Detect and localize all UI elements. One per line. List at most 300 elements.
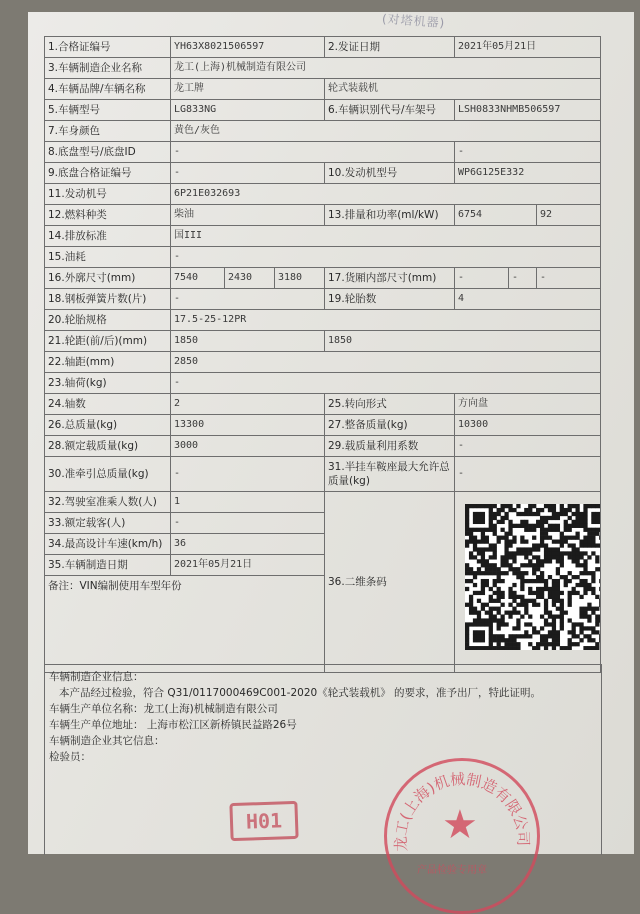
- qr-module: [591, 611, 595, 615]
- qr-module: [556, 555, 560, 559]
- qr-module: [536, 630, 540, 634]
- qr-module: [528, 591, 532, 595]
- qr-module: [575, 524, 579, 528]
- qr-module: [497, 595, 501, 599]
- qr-module: [508, 555, 512, 559]
- qr-module: [512, 567, 516, 571]
- qr-module: [560, 618, 564, 622]
- qr-module: [477, 516, 481, 520]
- qr-module: [497, 638, 501, 642]
- qr-module: [568, 638, 572, 642]
- qr-module: [512, 595, 516, 599]
- qr-module: [501, 555, 505, 559]
- qr-module: [583, 591, 587, 595]
- qr-module: [512, 571, 516, 575]
- qr-module: [469, 551, 473, 555]
- qr-module: [489, 516, 493, 520]
- company-seal: [384, 758, 540, 914]
- qr-module: [473, 520, 477, 524]
- qr-module: [568, 536, 572, 540]
- field-value: 92: [537, 205, 601, 226]
- qr-module: [575, 504, 579, 508]
- field-label: 24.轴数: [45, 394, 171, 415]
- qr-module: [564, 520, 568, 524]
- qr-module: [575, 583, 579, 587]
- field-label: 8.底盘型号/底盘ID: [45, 142, 171, 163]
- qr-module: [489, 547, 493, 551]
- qr-module: [583, 587, 587, 591]
- qr-module: [477, 559, 481, 563]
- qr-module: [548, 611, 552, 615]
- field-value: 36: [171, 534, 325, 555]
- qr-module: [501, 638, 505, 642]
- qr-module: [528, 524, 532, 528]
- qr-module: [595, 559, 599, 563]
- qr-module: [564, 646, 568, 650]
- qr-module: [504, 642, 508, 646]
- qr-module: [599, 528, 600, 532]
- qr-module: [568, 630, 572, 634]
- field-value: 3180: [275, 268, 325, 289]
- qr-module: [520, 536, 524, 540]
- qr-module: [568, 524, 572, 528]
- qr-module: [481, 532, 485, 536]
- qr-module: [489, 508, 493, 512]
- qr-module: [591, 626, 595, 630]
- qr-module: [493, 567, 497, 571]
- qr-module: [512, 551, 516, 555]
- qr-module: [528, 622, 532, 626]
- qr-module: [591, 516, 595, 520]
- qr-module: [587, 626, 591, 630]
- qr-module: [544, 559, 548, 563]
- field-value: -: [455, 436, 601, 457]
- qr-module: [512, 599, 516, 603]
- qr-module: [548, 587, 552, 591]
- qr-module: [501, 559, 505, 563]
- qr-module: [508, 540, 512, 544]
- qr-module: [591, 543, 595, 547]
- table-row: [45, 184, 601, 205]
- field-value: WP6G125E332: [455, 163, 601, 184]
- qr-module: [540, 508, 544, 512]
- qr-module: [481, 528, 485, 532]
- qr-module: [548, 622, 552, 626]
- qr-module: [564, 583, 568, 587]
- qr-module: [469, 622, 473, 626]
- qr-module: [544, 516, 548, 520]
- qr-module: [575, 622, 579, 626]
- qr-module: [469, 571, 473, 575]
- field-value: 6754: [455, 205, 537, 226]
- qr-module: [469, 567, 473, 571]
- field-label: 28.额定载质量(kg): [45, 436, 171, 457]
- qr-module: [497, 634, 501, 638]
- qr-module: [508, 611, 512, 615]
- field-value: -: [171, 457, 325, 492]
- qr-module: [524, 599, 528, 603]
- qr-module: [579, 595, 583, 599]
- qr-module: [501, 634, 505, 638]
- qr-module: [481, 520, 485, 524]
- qr-module: [481, 638, 485, 642]
- qr-module: [536, 646, 540, 650]
- qr-module: [568, 595, 572, 599]
- field-value: 轮式装载机: [325, 79, 601, 100]
- qr-module: [572, 630, 576, 634]
- qr-module: [481, 646, 485, 650]
- qr-module: [564, 536, 568, 540]
- field-value: -: [171, 247, 601, 268]
- qr-module: [489, 599, 493, 603]
- qr-module: [493, 646, 497, 650]
- qr-module: [583, 520, 587, 524]
- qr-module: [465, 603, 469, 607]
- qr-module: [595, 614, 599, 618]
- qr-module: [481, 516, 485, 520]
- qr-module: [516, 504, 520, 508]
- qr-module: [481, 622, 485, 626]
- qr-module: [481, 587, 485, 591]
- qr-module: [552, 587, 556, 591]
- qr-module: [504, 547, 508, 551]
- qr-module: [501, 536, 505, 540]
- qr-module: [587, 614, 591, 618]
- qr-module: [489, 595, 493, 599]
- qr-module: [473, 571, 477, 575]
- qr-module: [587, 528, 591, 532]
- field-value: -: [455, 457, 601, 492]
- qr-module: [548, 536, 552, 540]
- qr-module: [465, 532, 469, 536]
- field-value: 3000: [171, 436, 325, 457]
- qr-module: [544, 642, 548, 646]
- qr-module: [512, 559, 516, 563]
- qr-module: [552, 634, 556, 638]
- qr-module: [544, 583, 548, 587]
- qr-code-cell: [455, 492, 601, 673]
- qr-module: [591, 638, 595, 642]
- field-value: -: [171, 373, 601, 394]
- qr-module: [564, 512, 568, 516]
- qr-module: [465, 508, 469, 512]
- qr-module: [564, 508, 568, 512]
- qr-module: [524, 634, 528, 638]
- qr-module: [473, 638, 477, 642]
- qr-module: [524, 579, 528, 583]
- qr-module: [524, 571, 528, 575]
- qr-module: [512, 591, 516, 595]
- qr-module: [528, 504, 532, 508]
- qr-module: [508, 587, 512, 591]
- qr-module: [504, 504, 508, 508]
- qr-module: [493, 614, 497, 618]
- qr-module: [504, 543, 508, 547]
- qr-module: [556, 595, 560, 599]
- qr-module: [485, 504, 489, 508]
- qr-module: [548, 508, 552, 512]
- qr-module: [564, 551, 568, 555]
- qr-module: [512, 508, 516, 512]
- qr-module: [481, 559, 485, 563]
- qr-module: [532, 547, 536, 551]
- qr-module: [548, 614, 552, 618]
- qr-module: [536, 547, 540, 551]
- table-row: [45, 415, 601, 436]
- qr-module: [485, 646, 489, 650]
- qr-module: [544, 611, 548, 615]
- qr-module: [599, 512, 600, 516]
- field-value: YH63X8021506597: [171, 37, 325, 58]
- qr-module: [512, 524, 516, 528]
- qr-module: [568, 543, 572, 547]
- qr-module: [520, 595, 524, 599]
- table-row: [45, 58, 601, 79]
- qr-module: [575, 642, 579, 646]
- qr-module: [477, 634, 481, 638]
- qr-module: [572, 642, 576, 646]
- qr-module: [568, 579, 572, 583]
- qr-module: [548, 634, 552, 638]
- qr-module: [489, 614, 493, 618]
- qr-module: [516, 524, 520, 528]
- qr-module: [587, 555, 591, 559]
- qr-module: [532, 528, 536, 532]
- qr-module: [591, 571, 595, 575]
- qr-module: [516, 646, 520, 650]
- qr-module: [548, 630, 552, 634]
- qr-module: [548, 591, 552, 595]
- field-label: 21.轮距(前/后)(mm): [45, 331, 171, 352]
- field-label: 12.燃料种类: [45, 205, 171, 226]
- qr-module: [587, 603, 591, 607]
- qr-module: [544, 536, 548, 540]
- qr-module: [477, 520, 481, 524]
- qr-module: [481, 504, 485, 508]
- qr-module: [477, 591, 481, 595]
- qr-module: [568, 516, 572, 520]
- field-value: -: [537, 268, 601, 289]
- field-label: 32.驾驶室准乘人数(人): [45, 492, 171, 513]
- qr-module: [548, 555, 552, 559]
- qr-module: [587, 571, 591, 575]
- qr-module: [501, 646, 505, 650]
- qr-module: [497, 567, 501, 571]
- qr-module: [528, 587, 532, 591]
- field-value: 黄色/灰色: [171, 121, 601, 142]
- qr-module: [583, 528, 587, 532]
- qr-module: [595, 543, 599, 547]
- qr-module: [485, 536, 489, 540]
- field-label: 1.合格证编号: [45, 37, 171, 58]
- qr-code-image: [465, 504, 601, 650]
- field-value: 6P21E032693: [171, 184, 601, 205]
- qr-module: [560, 646, 564, 650]
- qr-module: [465, 524, 469, 528]
- qr-module: [520, 571, 524, 575]
- qr-module: [520, 587, 524, 591]
- qr-module: [520, 520, 524, 524]
- qr-module: [469, 536, 473, 540]
- qr-module: [477, 512, 481, 516]
- qr-module: [497, 642, 501, 646]
- qr-module: [575, 559, 579, 563]
- qr-module: [508, 646, 512, 650]
- qr-module: [560, 508, 564, 512]
- qr-module: [504, 638, 508, 642]
- qr-module: [473, 555, 477, 559]
- qr-module: [583, 634, 587, 638]
- qr-module: [579, 512, 583, 516]
- certificate-table: [44, 36, 601, 673]
- qr-module: [497, 520, 501, 524]
- qr-module: [572, 555, 576, 559]
- qr-module: [560, 540, 564, 544]
- qr-module: [579, 520, 583, 524]
- qr-module: [501, 591, 505, 595]
- qr-module: [556, 551, 560, 555]
- qr-module: [481, 536, 485, 540]
- qr-module: [548, 575, 552, 579]
- qr-module: [548, 516, 552, 520]
- qr-module: [501, 520, 505, 524]
- qr-module: [579, 563, 583, 567]
- qr-module: [520, 634, 524, 638]
- qr-module: [493, 571, 497, 575]
- qr-module: [532, 512, 536, 516]
- qr-module: [532, 563, 536, 567]
- qr-module: [548, 528, 552, 532]
- qr-module: [489, 571, 493, 575]
- qr-module: [473, 540, 477, 544]
- qr-module: [489, 622, 493, 626]
- qr-module: [572, 626, 576, 630]
- field-value: -: [171, 142, 455, 163]
- qr-module: [516, 595, 520, 599]
- qr-module: [504, 559, 508, 563]
- qr-module: [485, 611, 489, 615]
- field-label: 25.转向形式: [325, 394, 455, 415]
- qr-module: [524, 622, 528, 626]
- field-label: 6.车辆识别代号/车架号: [325, 100, 455, 121]
- field-value: -: [455, 142, 601, 163]
- qr-module: [528, 599, 532, 603]
- qr-module: [556, 559, 560, 563]
- qr-module: [520, 551, 524, 555]
- qr-module: [560, 551, 564, 555]
- qr-module: [540, 587, 544, 591]
- qr-module: [508, 551, 512, 555]
- qr-module: [540, 614, 544, 618]
- qr-module: [556, 540, 560, 544]
- qr-module: [599, 638, 600, 642]
- qr-module: [587, 543, 591, 547]
- qr-module: [583, 579, 587, 583]
- qr-module: [572, 536, 576, 540]
- field-label: 35.车辆制造日期: [45, 555, 171, 576]
- qr-module: [599, 536, 600, 540]
- qr-module: [540, 579, 544, 583]
- qr-module: [579, 555, 583, 559]
- qr-module: [575, 575, 579, 579]
- qr-module: [536, 524, 540, 528]
- qr-module: [583, 559, 587, 563]
- qr-module: [481, 591, 485, 595]
- qr-module: [575, 634, 579, 638]
- qr-module: [579, 622, 583, 626]
- qr-module: [508, 520, 512, 524]
- qr-module: [469, 595, 473, 599]
- qr-module: [583, 551, 587, 555]
- qr-module: [572, 634, 576, 638]
- qr-module: [532, 579, 536, 583]
- qr-module: [591, 512, 595, 516]
- qr-module: [493, 618, 497, 622]
- qr-module: [508, 532, 512, 536]
- qr-module: [497, 571, 501, 575]
- qr-module: [497, 579, 501, 583]
- qr-module: [528, 559, 532, 563]
- qr-module: [497, 646, 501, 650]
- qr-module: [532, 571, 536, 575]
- qr-module: [579, 583, 583, 587]
- qr-module: [493, 516, 497, 520]
- qr-module: [465, 630, 469, 634]
- qr-module: [485, 618, 489, 622]
- qr-module: [504, 563, 508, 567]
- qr-module: [583, 611, 587, 615]
- qr-module: [485, 579, 489, 583]
- qr-module: [497, 587, 501, 591]
- field-label: 5.车辆型号: [45, 100, 171, 121]
- qr-module: [595, 607, 599, 611]
- qr-module: [481, 512, 485, 516]
- qr-module: [524, 551, 528, 555]
- qr-module: [552, 646, 556, 650]
- qr-module: [595, 595, 599, 599]
- qr-module: [575, 532, 579, 536]
- qr-module: [528, 512, 532, 516]
- table-row: [45, 394, 601, 415]
- qr-module: [540, 591, 544, 595]
- qr-module: [540, 540, 544, 544]
- qr-module: [544, 622, 548, 626]
- qr-module: [583, 543, 587, 547]
- qr-module: [540, 575, 544, 579]
- qr-module: [477, 551, 481, 555]
- qr-module: [477, 528, 481, 532]
- qr-module: [595, 516, 599, 520]
- qr-module: [465, 626, 469, 630]
- qr-module: [481, 607, 485, 611]
- qr-module: [544, 504, 548, 508]
- qr-module: [520, 599, 524, 603]
- footer-line: 本产品经过检验，符合 Q31/0117000469C001-2020《轮式装载机》 的要求，准予出厂，特此证明。: [59, 687, 542, 699]
- qr-module: [528, 634, 532, 638]
- qr-module: [552, 547, 556, 551]
- qr-module: [572, 543, 576, 547]
- qr-module: [473, 630, 477, 634]
- qr-module: [489, 638, 493, 642]
- table-row: [45, 121, 601, 142]
- qr-module: [572, 587, 576, 591]
- qr-module: [532, 599, 536, 603]
- qr-module: [552, 603, 556, 607]
- qr-module: [477, 540, 481, 544]
- qr-module: [587, 638, 591, 642]
- qr-module: [595, 555, 599, 559]
- qr-module: [564, 611, 568, 615]
